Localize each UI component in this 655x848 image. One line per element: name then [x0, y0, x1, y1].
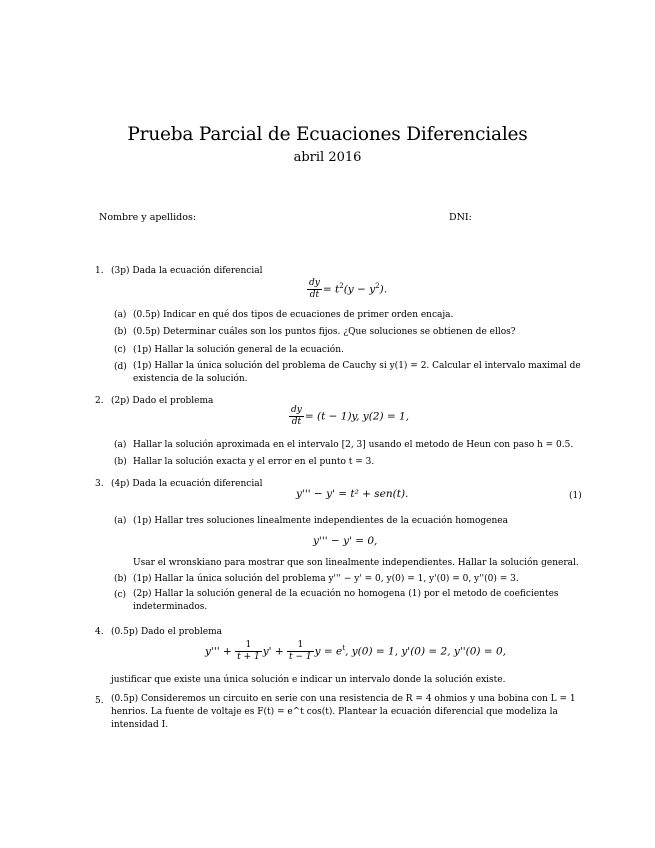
item-text: (0.5p) Determinar cuáles son los puntos fijos. ¿Que soluciones se obtienen de ellos?: [133, 327, 516, 337]
problem-number: 5.: [95, 696, 104, 706]
page-title: Prueba Parcial de Ecuaciones Diferenciales: [127, 124, 528, 145]
problem-1-equation: $\frac{dy}{dt}$ = $t^2(y - y^2)$.: [309, 278, 388, 300]
derivative-fraction: $\frac{dy}{dt}$: [291, 405, 302, 427]
exam-date: abril 2016: [293, 150, 362, 165]
item-label: (b): [114, 457, 127, 467]
problem-3-equation: y''' − y' = t² + sen(t).: [296, 488, 409, 500]
problem-number: 4.: [95, 627, 104, 637]
item-label: (a): [114, 440, 127, 450]
item-label: (b): [114, 574, 127, 584]
problem-number: 1.: [95, 266, 104, 276]
item-label: (c): [114, 345, 127, 355]
item-label: (a): [114, 516, 127, 526]
item-text: Hallar la solución aproximada en el intervalo [2, 3] usando el metodo de Heun con paso h = 0.5.: [133, 440, 574, 450]
problem-4-equation: y''' + $\frac{1}{t + 1}$ y' + $\frac{1}{t - 1}$ $y = e^t$, y(0) = 1, y'(0) = 2, y''(0) = 0,: [205, 640, 506, 662]
problem-intro: (3p) Dada la ecuación diferencial: [111, 266, 263, 276]
derivative-fraction: $\frac{dy}{dt}$: [309, 278, 320, 300]
item-label: (d): [114, 362, 127, 372]
item-text: Hallar la solución exacta y el error en el punto t = 3.: [133, 457, 375, 467]
equation-tag: (1): [569, 491, 582, 501]
name-field-label: Nombre y apellidos:: [99, 212, 197, 223]
problem-number: 3.: [95, 479, 104, 489]
problem-text: (0.5p) Consideremos un circuito en serie con una resistencia de R = 4 ohmios y una bobina con L = 1 henrios. La fuente de voltaje es F(t) = e^t cos(t). Plantear la ecuación diferencial que modeliza la intensidad I.: [111, 694, 576, 730]
fraction: $\frac{1}{t + 1}$: [237, 640, 260, 662]
item-text: (1p) Hallar la única solución del problema y''' − y' = 0, y(0) = 1, y'(0) = 0, y''(0) = 3.: [133, 574, 519, 584]
item-text: Usar el wronskiano para mostrar que son linealmente independientes. Hallar la solución general.: [133, 558, 579, 568]
item-text: (2p) Hallar la solución general de la ecuación no homogena (1) por el metodo de coeficientes indeterminados.: [133, 589, 559, 612]
item-text: (1p) Hallar la solución general de la ecuación.: [133, 345, 344, 355]
item-text: (1p) Hallar tres soluciones linealmente independientes de la ecuación homogenea: [133, 516, 508, 526]
problem-text: justificar que existe una única solución e indicar un intervalo donde la solución existe.: [111, 675, 506, 685]
problem-intro: (4p) Dada la ecuación diferencial: [111, 479, 263, 489]
item-label: (c): [114, 590, 127, 600]
fraction: $\frac{1}{t - 1}$: [289, 640, 312, 662]
dni-field-label: DNI:: [449, 212, 472, 223]
problem-number: 2.: [95, 396, 104, 406]
problem-intro: (2p) Dado el problema: [111, 396, 214, 406]
item-text: (1p) Hallar la única solución del problema de Cauchy si y(1) = 2. Calcular el intervalo maximal de existencia de la solución.: [133, 361, 581, 384]
problem-2-equation: $\frac{dy}{dt}$ = (t − 1)y, y(2) = 1,: [291, 405, 410, 427]
item-label: (a): [114, 310, 127, 320]
homogeneous-equation: y''' − y' = 0,: [313, 535, 378, 547]
problem-intro: (0.5p) Dado el problema: [111, 627, 222, 637]
item-text: (0.5p) Indicar en qué dos tipos de ecuaciones de primer orden encaja.: [133, 310, 454, 320]
item-label: (b): [114, 327, 127, 337]
